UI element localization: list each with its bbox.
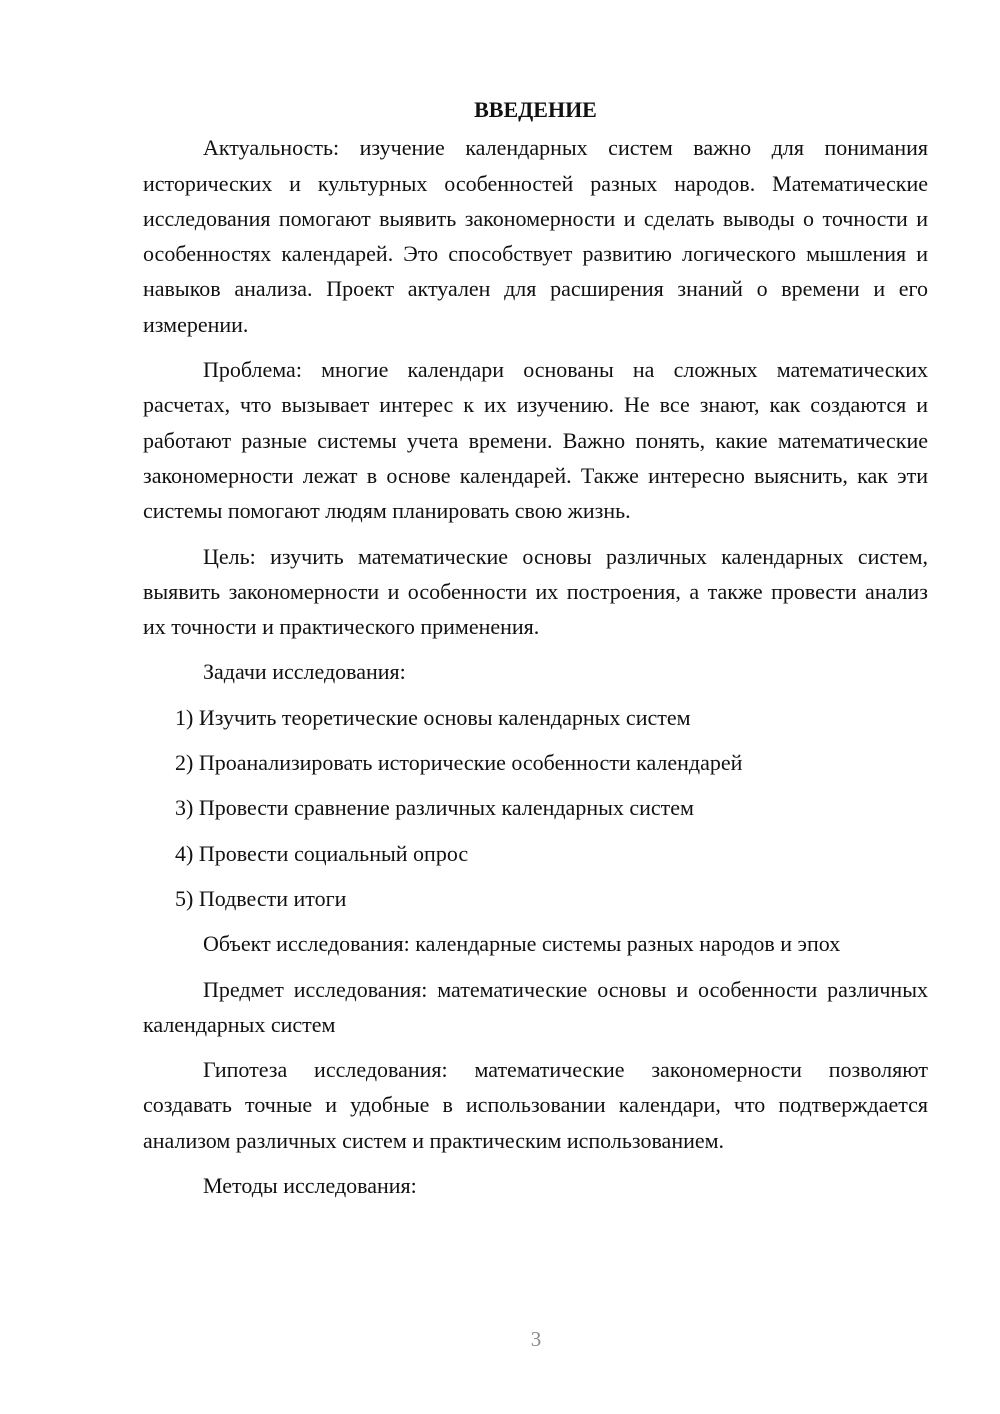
task-item-5: 5) Подвести итоги xyxy=(175,885,347,911)
task-item-3: 3) Провести сравнение различных календарных систем xyxy=(175,795,694,821)
task-item-1: 1) Изучить теоретические основы календарных систем xyxy=(175,704,691,730)
task-item-4: 4) Провести социальный опрос xyxy=(175,840,469,866)
paragraph-subject: Предмет исследования: математические основы и особенности различных календарных систем xyxy=(143,976,928,1037)
page-content xyxy=(143,92,928,1203)
page-title: ВВЕДЕНИЕ xyxy=(474,97,597,122)
paragraph-problem: Проблема: многие календари основаны на сложных математических расчетах, что вызывает интерес к их изучению. Не все знают, как создаются и работают разные системы учета времени. Важно понять, какие математические закономерности лежат в основе календарей. Также интересно выяснить, как эти системы помогают людям планировать свою жизнь. xyxy=(143,357,928,524)
paragraph-relevance: Актуальность: изучение календарных систем важно для понимания исторических и культурных особенностей разных народов. Математические исследования помогают выявить закономерности и сделать выводы о точности и особенностях календарей. Это способствует развитию логического мышления и навыков анализа. Проект актуален для расширения знаний о времени и его измерении. xyxy=(143,135,928,337)
page-number: 3 xyxy=(530,1327,542,1351)
task-item-2: 2) Проанализировать исторические особенности календарей xyxy=(175,750,743,776)
paragraph-goal: Цель: изучить математические основы различных календарных систем, выявить закономерности и особенности их построения, а также провести анализ их точности и практического применения. xyxy=(143,543,928,640)
paragraph-object: Объект исследования: календарные системы разных народов и эпох xyxy=(203,931,841,957)
paragraph-hypothesis: Гипотеза исследования: математические закономерности позволяют создавать точные и удобные в использовании календари, что подтверждается анализом различных систем и практическим использованием. xyxy=(143,1057,928,1153)
tasks-heading: Задачи исследования: xyxy=(203,659,406,685)
methods-heading: Методы исследования: xyxy=(203,1173,417,1199)
